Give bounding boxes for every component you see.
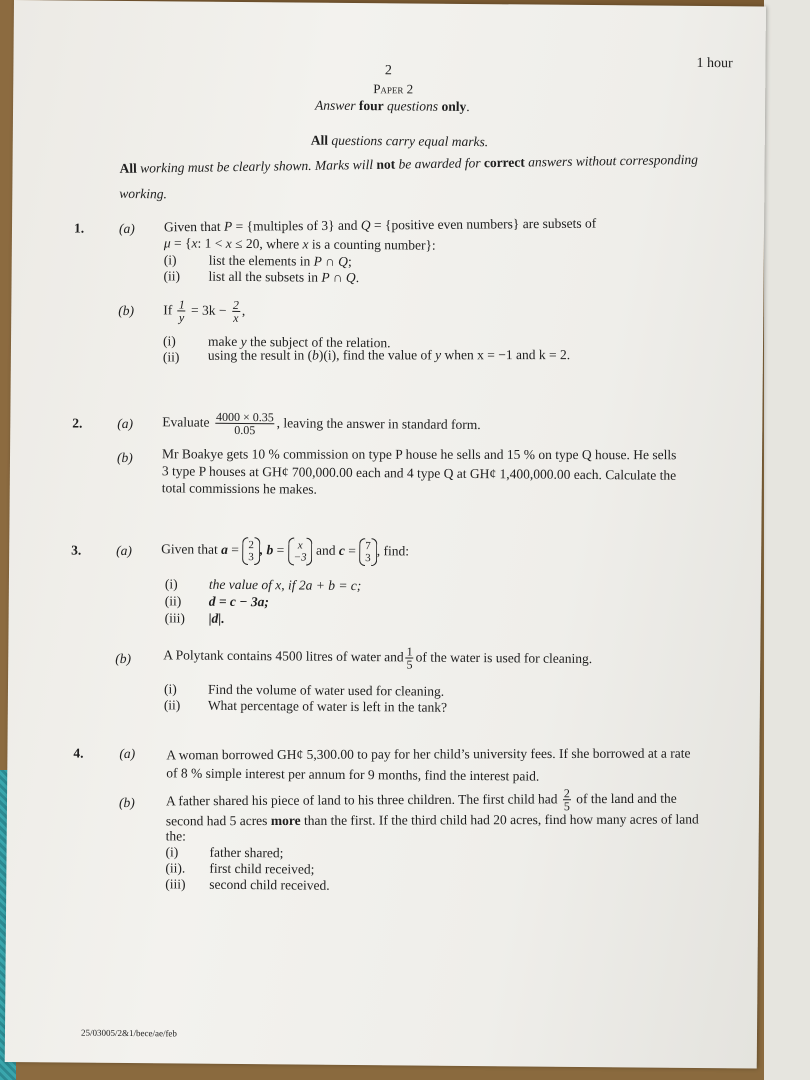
- instruction-working: All working must be clearly shown. Marks will not be awarded for correct answers without corresponding: [119, 151, 699, 176]
- q3a-iii-num: (iii): [164, 610, 185, 626]
- page-number: 2: [384, 63, 392, 79]
- q3b-text: A Polytank contains 4500 litres of water and $\frac{1}{5}$ of the water is used for cleaning.: [163, 644, 593, 672]
- q2a-text: Evaluate $\frac{4000 \times 0.35}{0.05}$ , leaving the answer in standard form.: [162, 410, 481, 438]
- q4b-label: (b): [118, 794, 135, 811]
- paper-title: Paper 2: [373, 81, 414, 97]
- q3b-ii-num: (ii): [163, 697, 181, 713]
- q2b-line2: 3 type P houses at GH¢ 700,000.00 each and 4 type Q at GH¢ 1,400,000.00 each. Calculate the: [161, 463, 677, 483]
- q4b-line3: the:: [165, 828, 187, 844]
- q3a-ii-text: d = c − 3a;: [208, 593, 269, 610]
- q1a-ii-text: list all the subsets in P ∩ Q.: [208, 268, 360, 286]
- q1a-ii-num: (ii): [163, 268, 181, 284]
- q2b-line1: Mr Boakye gets 10 % commission on type P house he sells and 15 % on type Q house. He sells: [162, 446, 677, 463]
- q1b-ii-num: (ii): [162, 349, 180, 365]
- q4b-iii-text: second child received.: [209, 876, 330, 893]
- q4a-label: (a): [119, 745, 136, 762]
- q1b-equation: If $\frac{1}{y}$ = 3k − $\frac{2}{x}$ ,: [163, 297, 246, 326]
- q3b-ii-text: What percentage of water is left in the tank?: [207, 697, 448, 715]
- q1b-label: (b): [118, 302, 135, 319]
- q1b-i-text: make y the subject of the relation.: [207, 333, 391, 351]
- q2b-line3: total commissions he makes.: [161, 480, 318, 497]
- q4b-i-text: father shared;: [209, 844, 284, 861]
- instruction-equal-marks: All questions carry equal marks.: [310, 132, 489, 150]
- q1a-i-num: (i): [163, 252, 177, 268]
- q4b-i-num: (i): [165, 844, 179, 860]
- q4b-iii-num: (iii): [165, 876, 186, 892]
- q3b-label: (b): [115, 650, 132, 667]
- q4b-line2: second had 5 acres more than the first. If the third child had 20 acres, find how many acres of land: [165, 811, 699, 829]
- q4b-ii-num: (ii).: [165, 860, 186, 876]
- background-next-page: [764, 0, 810, 1080]
- q3a-i-num: (i): [164, 576, 178, 592]
- duration: 1 hour: [696, 55, 733, 72]
- q3b-i-num: (i): [163, 681, 177, 697]
- q1a-line2: μ = {x: 1 < x ≤ 20, where x is a counting number}:: [163, 235, 436, 253]
- q3b-i-text: Find the volume of water used for cleaning.: [207, 681, 445, 699]
- q1a-label: (a): [118, 220, 135, 237]
- q4a-line2: of 8 % simple interest per annum for 9 months, find the interest paid.: [166, 765, 540, 784]
- instruction-four-questions: Answer four questions only.: [315, 97, 470, 114]
- instruction-working-line2: working.: [119, 185, 168, 202]
- q4b-ii-text: first child received;: [209, 860, 315, 877]
- q4-number: 4.: [73, 745, 84, 761]
- q3a-label: (a): [116, 542, 133, 559]
- q3a-i-text: the value of x, if 2a + b = c;: [208, 576, 362, 594]
- q2-number: 2.: [72, 415, 83, 431]
- q1a-i-text: list the elements in P ∩ Q;: [208, 252, 352, 269]
- q3a-vectors: Given that a = 2 3 , b = x −3 and c = 7 3 , find:: [161, 538, 410, 565]
- q3a-iii-text: |d|.: [208, 610, 225, 626]
- q1b-i-num: (i): [162, 333, 176, 349]
- paper-code: 25/03005/2&1/bece/ae/feb: [80, 1027, 178, 1039]
- q1a-line1: Given that P = {multiples of 3} and Q = {positive even numbers} are subsets of: [163, 215, 597, 235]
- q2b-label: (b): [116, 449, 133, 466]
- q1b-ii-text: using the result in (b)(i), find the value of y when x = −1 and k = 2.: [207, 347, 571, 363]
- q1-number: 1.: [73, 220, 85, 236]
- q3-number: 3.: [71, 542, 82, 558]
- q4b-line1: A father shared his piece of land to his three children. The first child had $\frac{2}{5}$ of the land and the: [165, 786, 677, 814]
- exam-page: [5, 0, 766, 1069]
- q4a-line1: A woman borrowed GH¢ 5,300.00 to pay for her child’s university fees. If she borrowed at a rate: [166, 745, 691, 763]
- q2a-label: (a): [117, 415, 134, 432]
- q3a-ii-num: (ii): [164, 593, 182, 609]
